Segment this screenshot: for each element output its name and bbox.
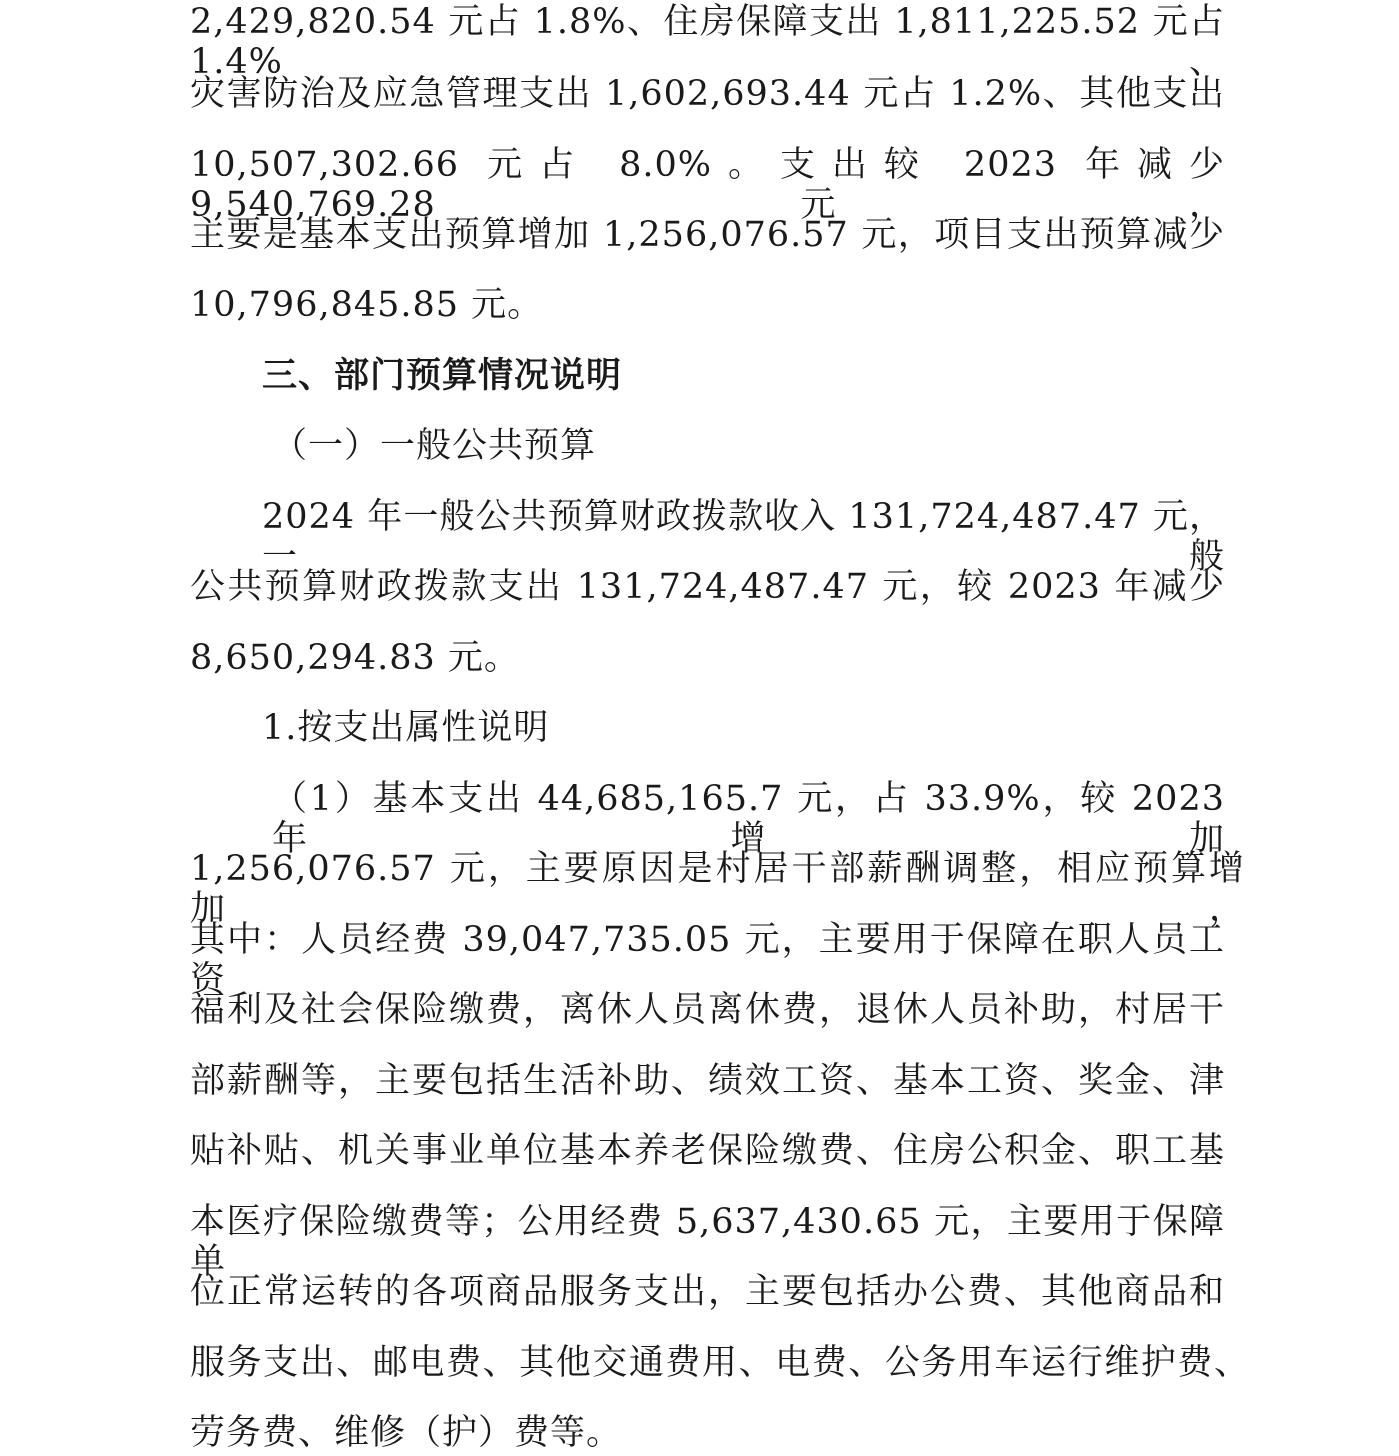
- paragraph-line: （1）基本支出 44,685,165.7 元，占 33.9%，较 2023 年增加: [272, 779, 1225, 859]
- paragraph-line: 10,507,302.66 元占 8.0%。支出较 2023 年减少 9,540,769.28 元，: [190, 145, 1225, 225]
- paragraph-line: 公共预算财政拨款支出 131,724,487.47 元，较 2023 年减少: [190, 567, 1225, 607]
- paragraph-line: 劳务费、维修（护）费等。: [190, 1413, 623, 1453]
- paragraph-line: 服务支出、邮电费、其他交通费用、电费、公务用车运行维护费、: [190, 1343, 1250, 1383]
- paragraph-line: 8,650,294.83 元。: [190, 638, 520, 678]
- paragraph-line: 主要是基本支出预算增加 1,256,076.57 元，项目支出预算减少: [190, 215, 1225, 255]
- paragraph-line: 位正常运转的各项商品服务支出，主要包括办公费、其他商品和: [190, 1272, 1225, 1312]
- paragraph-line: 1,256,076.57 元，主要原因是村居干部薪酬调整，相应预算增加，: [190, 849, 1245, 929]
- paragraph-line: 10,796,845.85 元。: [190, 285, 544, 325]
- paragraph-line: 本医疗保险缴费等；公用经费 5,637,430.65 元，主要用于保障单: [190, 1202, 1225, 1282]
- paragraph-line: 2,429,820.54 元占 1.8%、住房保障支出 1,811,225.52 元占 1.4%、: [190, 2, 1225, 82]
- paragraph-line: 福利及社会保险缴费，离休人员离休费，退休人员补助，村居干: [190, 990, 1225, 1030]
- paragraph-line: 2024 年一般公共预算财政拨款收入 131,724,487.47 元，一般: [262, 497, 1225, 577]
- section-heading: 三、部门预算情况说明: [262, 356, 623, 396]
- paragraph-line: 其中：人员经费 39,047,735.05 元，主要用于保障在职人员工资: [190, 920, 1225, 1000]
- subsection-heading: （一）一般公共预算: [272, 426, 597, 466]
- paragraph-line: 灾害防治及应急管理支出 1,602,693.44 元占 1.2%、其他支出: [190, 74, 1225, 114]
- list-heading: 1.按支出属性说明: [262, 708, 550, 748]
- paragraph-line: 部薪酬等，主要包括生活补助、绩效工资、基本工资、奖金、津: [190, 1061, 1225, 1101]
- paragraph-line: 贴补贴、机关事业单位基本养老保险缴费、住房公积金、职工基: [190, 1131, 1225, 1171]
